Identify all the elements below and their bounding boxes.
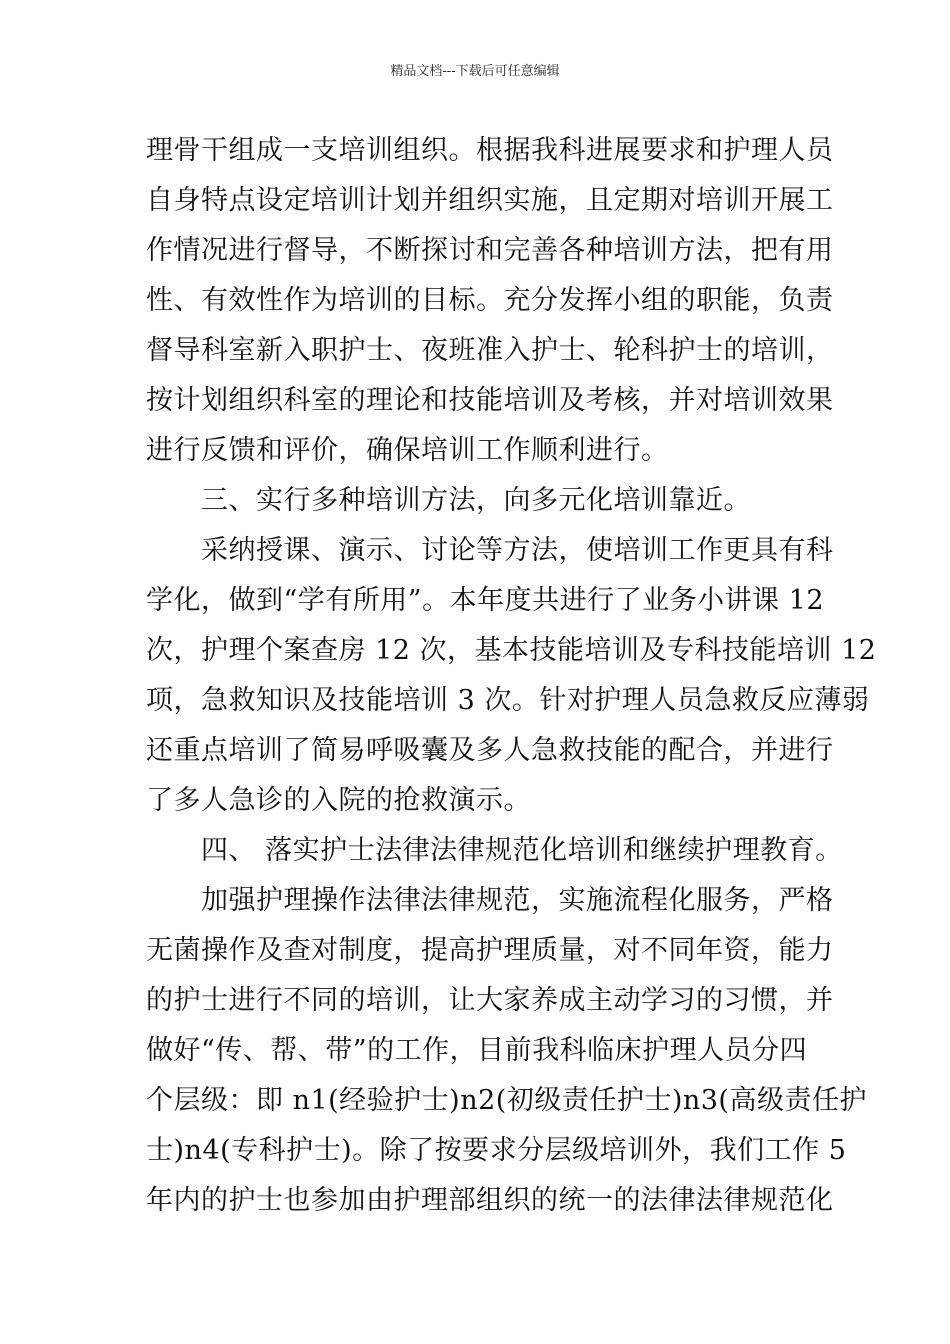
text-line: 次，护理个案查房 12 次，基本技能培训及专科技能培训 12 (146, 635, 877, 666)
section-heading: 三、实行多种培训方法，向多元化培训靠近。 (146, 485, 751, 516)
text-line: 学化，做到“学有所用”。本年度共进行了业务小讲课 12 (146, 585, 825, 616)
text-line: 加强护理操作法律法律规范，实施流程化服务，严格 (146, 885, 834, 916)
section-heading: 四、 落实护士法律法律规范化培训和继续护理教育。 (146, 835, 843, 866)
text-line: 作情况进行督导，不断探讨和完善各种培训方法，把有用 (146, 235, 834, 266)
text-line: 个层级：即 n1(经验护士)n2(初级责任护士)n3(高级责任护 (146, 1085, 867, 1116)
text-line: 项，急救知识及技能培训 3 次。针对护理人员急救反应薄弱 (146, 685, 870, 716)
document-body (146, 126, 877, 1226)
text-line: 的护士进行不同的培训，让大家养成主动学习的习惯，并 (146, 985, 834, 1016)
text-line: 年内的护士也参加由护理部组织的统一的法律法律规范化 (146, 1185, 834, 1216)
page-header: 精品文档---下载后可任意编辑 (390, 64, 560, 79)
text-line: 了多人急诊的入院的抢救演示。 (146, 785, 531, 816)
text-line: 士)n4(专科护士)。除了按要求分层级培训外，我们工作 5 (146, 1135, 847, 1166)
text-line: 按计划组织科室的理论和技能培训及考核，并对培训效果 (146, 385, 834, 416)
text-line: 采纳授课、演示、讨论等方法，使培训工作更具有科 (146, 535, 834, 566)
text-line: 理骨干组成一支培训组织。根据我科进展要求和护理人员 (146, 135, 834, 166)
text-line: 督导科室新入职护士、夜班准入护士、轮科护士的培训， (146, 335, 834, 366)
text-line: 自身特点设定培训计划并组织实施，且定期对培训开展工 (146, 185, 834, 216)
text-line: 进行反馈和评价，确保培训工作顺利进行。 (146, 435, 669, 466)
text-line: 无菌操作及查对制度，提高护理质量，对不同年资，能力 (146, 935, 834, 966)
text-line: 还重点培训了简易呼吸囊及多人急救技能的配合，并进行 (146, 735, 834, 766)
text-line: 做好“传、帮、带”的工作，目前我科临床护理人员分四 (146, 1035, 808, 1066)
text-line: 性、有效性作为培训的目标。充分发挥小组的职能，负责 (146, 285, 834, 316)
